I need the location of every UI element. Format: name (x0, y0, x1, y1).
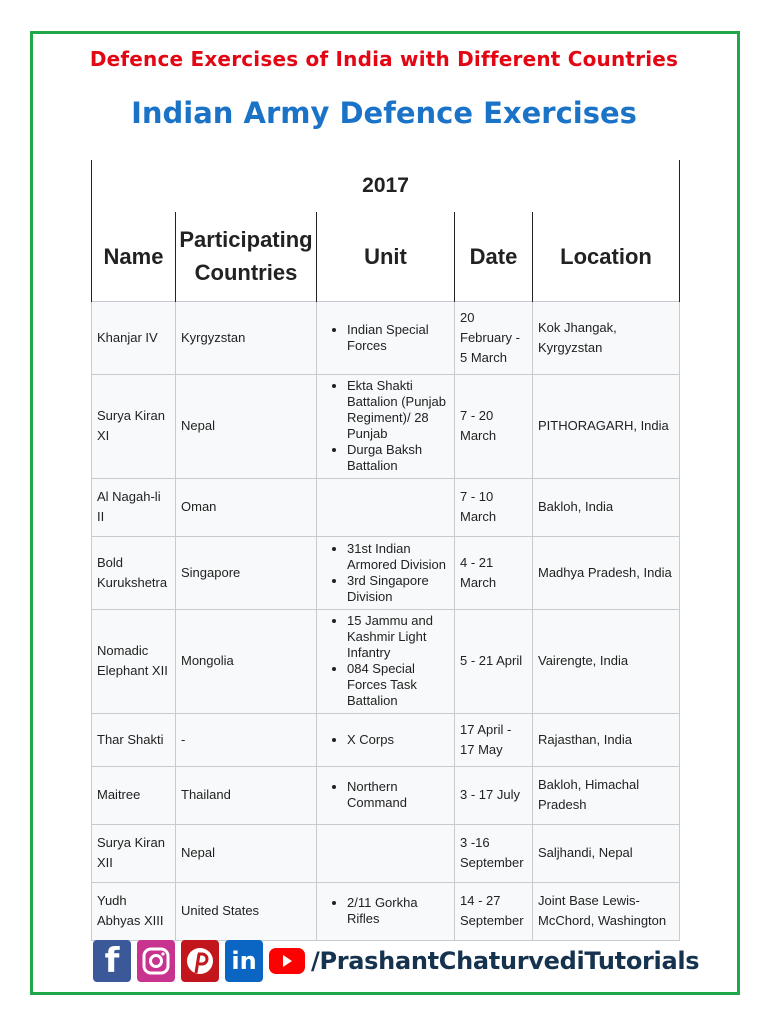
year-header: 2017 (92, 160, 680, 212)
unit-cell (317, 766, 455, 824)
column-header-date: Date (455, 212, 533, 301)
exercise-location: Saljhandi, Nepal (533, 824, 680, 882)
unit-item: • Indian Special Forces (347, 322, 450, 354)
exercise-date: 4 - 21 March (455, 536, 533, 609)
unit-item: • Ekta Shakti Battalion (Punjab Regiment)/ 28 Punjab (347, 378, 450, 442)
column-header-unit: Unit (317, 212, 455, 301)
unit-list (323, 732, 450, 748)
exercise-date: 3 - 17 July (455, 766, 533, 824)
unit-list (323, 322, 450, 354)
exercise-date: 5 - 21 April (455, 609, 533, 713)
column-header-countries: Participating Countries (176, 212, 317, 301)
unit-item: • 3rd Singapore Division (347, 573, 450, 605)
exercise-date: 20 February - 5 March (455, 301, 533, 374)
social-footer (93, 938, 699, 984)
unit-cell (317, 713, 455, 766)
exercise-date: 7 - 20 March (455, 374, 533, 478)
page-subheading: Indian Army Defence Exercises (131, 96, 637, 130)
exercise-location: Bakloh, India (533, 478, 680, 536)
unit-cell (317, 882, 455, 940)
unit-item: • 084 Special Forces Task Battalion (347, 661, 450, 709)
participating-country: Kyrgyzstan (176, 301, 317, 374)
exercise-name: Thar Shakti (92, 713, 176, 766)
exercise-name: Maitree (92, 766, 176, 824)
exercise-location: PITHORAGARH, India (533, 374, 680, 478)
table-row (92, 824, 680, 882)
unit-cell (317, 374, 455, 478)
participating-country: Oman (176, 478, 317, 536)
participating-country: Singapore (176, 536, 317, 609)
unit-list (323, 378, 450, 474)
unit-item: • X Corps (347, 732, 450, 748)
participating-country: Nepal (176, 824, 317, 882)
table-row (92, 609, 680, 713)
exercise-location: Rajasthan, India (533, 713, 680, 766)
column-header-location: Location (533, 212, 680, 301)
exercise-location: Vairengte, India (533, 609, 680, 713)
pinterest-icon[interactable] (181, 940, 219, 982)
participating-country: Thailand (176, 766, 317, 824)
unit-item: • 31st Indian Armored Division (347, 541, 450, 573)
participating-country: United States (176, 882, 317, 940)
channel-name[interactable]: /PrashantChaturvediTutorials (311, 947, 700, 975)
instagram-icon[interactable] (137, 940, 175, 982)
unit-item: • Northern Command (347, 779, 450, 811)
unit-item: • Durga Baksh Battalion (347, 442, 450, 474)
unit-list (323, 541, 450, 605)
participating-country: Nepal (176, 374, 317, 478)
exercise-name: Al Nagah-li II (92, 478, 176, 536)
table-row (92, 374, 680, 478)
table-row (92, 301, 680, 374)
exercise-location: Madhya Pradesh, India (533, 536, 680, 609)
table-row (92, 882, 680, 940)
exercise-name: Nomadic Elephant XII (92, 609, 176, 713)
exercise-location: Joint Base Lewis-McChord, Washington (533, 882, 680, 940)
exercises-table (91, 160, 680, 941)
exercise-name: Khanjar IV (92, 301, 176, 374)
youtube-icon[interactable] (269, 948, 305, 974)
unit-cell (317, 478, 455, 536)
exercise-location: Kok Jhangak, Kyrgyzstan (533, 301, 680, 374)
participating-country: - (176, 713, 317, 766)
linkedin-icon[interactable]: in (225, 940, 263, 982)
participating-country: Mongolia (176, 609, 317, 713)
exercise-date: 14 - 27 September (455, 882, 533, 940)
table-row (92, 766, 680, 824)
exercise-date: 17 April - 17 May (455, 713, 533, 766)
unit-list (323, 779, 450, 811)
exercise-date: 3 -16 September (455, 824, 533, 882)
unit-item: • 2/11 Gorkha Rifles (347, 895, 450, 927)
exercise-name: Yudh Abhyas XIII (92, 882, 176, 940)
unit-cell (317, 536, 455, 609)
facebook-icon[interactable]: f (93, 940, 131, 982)
unit-list (323, 895, 450, 927)
exercise-name: Bold Kurukshetra (92, 536, 176, 609)
table-row (92, 478, 680, 536)
unit-cell (317, 609, 455, 713)
exercise-name: Surya Kiran XI (92, 374, 176, 478)
column-header-name: Name (92, 212, 176, 301)
unit-item: • 15 Jammu and Kashmir Light Infantry (347, 613, 450, 661)
exercise-name: Surya Kiran XII (92, 824, 176, 882)
exercise-date: 7 - 10 March (455, 478, 533, 536)
unit-cell (317, 301, 455, 374)
page-heading: Defence Exercises of India with Different Countries (89, 47, 679, 71)
unit-cell (317, 824, 455, 882)
unit-list (323, 613, 450, 709)
table-row (92, 536, 680, 609)
exercise-location: Bakloh, Himachal Pradesh (533, 766, 680, 824)
table-row (92, 713, 680, 766)
